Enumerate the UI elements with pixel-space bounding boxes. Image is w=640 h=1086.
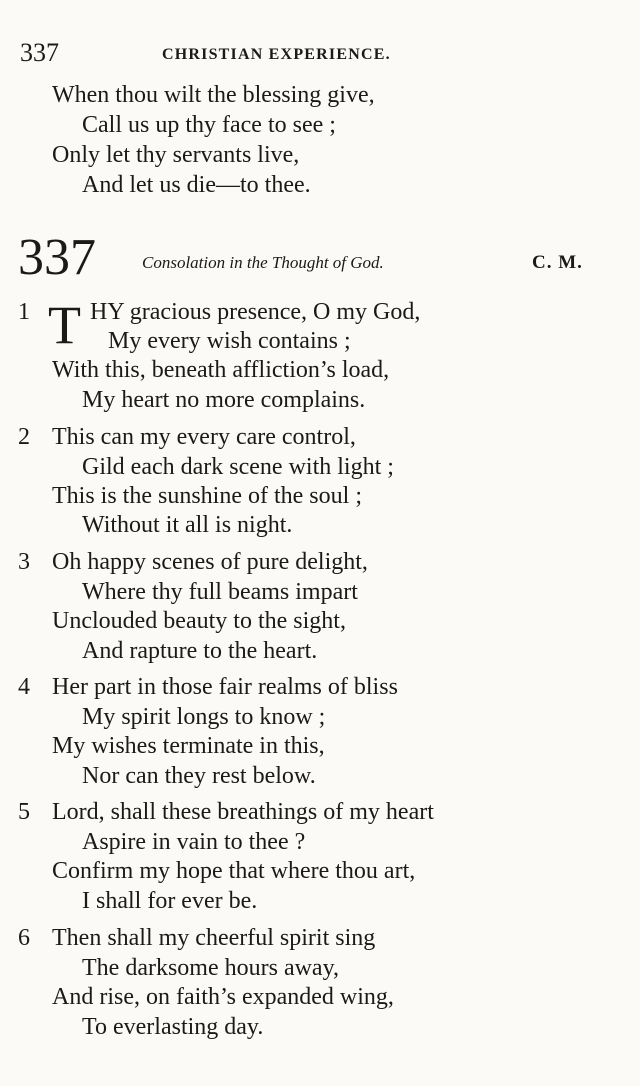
- verse-line: HY gracious presence, O my God,: [90, 299, 421, 325]
- hymn-number: 337: [18, 229, 96, 286]
- verse-number: 2: [18, 424, 30, 450]
- page-number: 337: [20, 38, 59, 67]
- verse-number: 5: [18, 799, 30, 825]
- verse-number: 1: [18, 299, 30, 325]
- verse-line: Confirm my hope that where thou art,: [52, 858, 416, 884]
- stanza-line: When thou wilt the blessing give,: [52, 82, 375, 108]
- verse-line: Where thy full beams impart: [82, 579, 358, 605]
- stanza-line: Call us up thy face to see ;: [82, 112, 336, 138]
- verse-line: Without it all is night.: [82, 512, 293, 538]
- running-head: [20, 38, 620, 68]
- verse-line: My wishes terminate in this,: [52, 733, 325, 759]
- verse-number: 3: [18, 549, 30, 575]
- verse-line: This is the sunshine of the soul ;: [52, 483, 362, 509]
- verse-line: Oh happy scenes of pure delight,: [52, 549, 368, 575]
- verse-line: My heart no more complains.: [82, 387, 366, 413]
- stanza-line: Only let thy servants live,: [52, 142, 300, 168]
- hymn-meter: C. M.: [532, 252, 583, 273]
- verse-line: With this, beneath affliction’s load,: [52, 357, 390, 383]
- verse-line: And rise, on faith’s expanded wing,: [52, 984, 394, 1010]
- verse-line: My every wish contains ;: [108, 328, 351, 354]
- verse-number: 6: [18, 925, 30, 951]
- stanza-line: And let us die—to thee.: [82, 172, 311, 198]
- verse-line: And rapture to the heart.: [82, 638, 318, 664]
- verse-line: Then shall my cheerful spirit sing: [52, 925, 376, 951]
- hymn-title: Consolation in the Thought of God.: [142, 253, 384, 272]
- verse-line: Unclouded beauty to the sight,: [52, 608, 346, 634]
- verse-line: This can my every care control,: [52, 424, 356, 450]
- verse-line: Aspire in vain to thee ?: [82, 829, 306, 855]
- verse-number: 4: [18, 674, 30, 700]
- verse-line: Gild each dark scene with light ;: [82, 454, 394, 480]
- verse-line: I shall for ever be.: [82, 888, 258, 914]
- verse-line: Her part in those fair realms of bliss: [52, 674, 398, 700]
- verse-line: My spirit longs to know ;: [82, 704, 326, 730]
- verse-line: Lord, shall these breathings of my heart: [52, 799, 434, 825]
- verse-line: Nor can they rest below.: [82, 763, 316, 789]
- section-title: CHRISTIAN EXPERIENCE.: [162, 46, 391, 63]
- drop-cap: T: [48, 295, 81, 355]
- verse-line: The darksome hours away,: [82, 955, 340, 981]
- verse-line: To everlasting day.: [82, 1014, 264, 1040]
